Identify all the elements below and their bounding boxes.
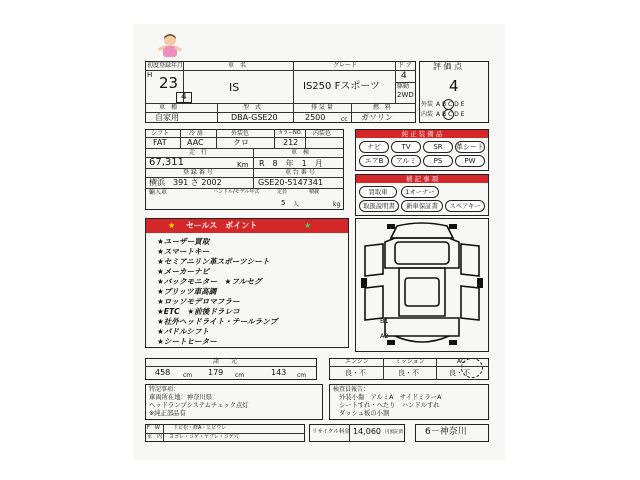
reg-year: 23	[159, 74, 179, 92]
km-unit: Km	[237, 161, 249, 169]
fw-values: ドビ松・修A・ヒビワレ	[173, 425, 227, 431]
interior-color-label: 内装色	[313, 130, 332, 137]
capacity-unit: 人	[293, 201, 300, 208]
model-label: 型 式	[243, 104, 262, 111]
shift-label: シフト	[151, 130, 170, 137]
equipment-item: アルミ	[391, 155, 421, 167]
model: DBA-GSE20	[231, 113, 278, 122]
condition-ac-label: AC	[457, 358, 466, 365]
equipment-item: SR	[423, 141, 453, 153]
grade: IS250 Fスポーツ	[303, 81, 380, 92]
engine-label: エンジン	[345, 358, 369, 365]
width: 179	[208, 368, 224, 377]
inspection-label: 車 検	[291, 149, 310, 156]
sales-point: ★社外ヘッドライト・テールランプ	[157, 317, 278, 326]
engine-value: 良・不	[345, 369, 366, 377]
record-item: スペアキー	[445, 200, 485, 212]
mileage: 67,311	[149, 157, 184, 168]
sales-point: ★ETC ★前後ドラレコ	[157, 307, 240, 316]
record-item: 取扱説明書	[359, 200, 399, 212]
grade-label: グレード	[333, 62, 358, 69]
width-unit: cm	[235, 372, 245, 379]
record-item: 1オーナー	[401, 186, 439, 198]
equipment-title: 純 正 装 備 品	[356, 130, 488, 138]
mission-label: ミッション	[395, 358, 425, 365]
displacement: 2500	[305, 113, 326, 122]
inspector-line-1: 外装小傷 アルミA サイドミラーA	[339, 394, 442, 401]
special-line-3: ※純正部品有	[149, 410, 186, 417]
plate-label: 登 録 番 号	[183, 169, 213, 176]
special-line-1: 車両所在地：神奈川県	[149, 394, 212, 401]
venue: 6－神奈川	[425, 427, 467, 437]
color: クロ	[233, 138, 249, 147]
car-diagram	[355, 218, 489, 352]
fuel-label: 燃 料	[373, 104, 392, 111]
equipment-item: PW	[455, 155, 485, 167]
equipment-item: エアB	[359, 155, 389, 167]
equipment-item: PS	[423, 155, 453, 167]
mascot-icon	[157, 32, 183, 60]
drive: 2WD	[397, 91, 414, 99]
sales-point: ★メーカーナビ	[157, 267, 210, 276]
car-name-label: 車 名	[228, 62, 247, 69]
sales-star-right-icon: ★	[304, 221, 312, 230]
sales-point: ★ユーザー買取	[157, 237, 210, 246]
sales-title-bar	[146, 219, 348, 233]
mileage-label: 走 行	[189, 149, 208, 156]
cc-unit: cc	[341, 116, 348, 123]
damage-mark-a2: A2	[380, 332, 389, 340]
shift: FAT	[153, 138, 167, 147]
length-unit: cm	[183, 372, 193, 379]
handle-label: ハンドル/モデル年式	[213, 189, 260, 195]
inspector-line-3: ダッシュ板の小割	[339, 410, 390, 417]
type: 自家用	[155, 113, 179, 122]
exterior-label: 外装	[421, 101, 434, 108]
ac-label: 冷 房	[189, 130, 203, 137]
recycle-fee: 14,060	[353, 427, 381, 436]
chassis-label: 車 台 番 号	[285, 169, 315, 176]
reg-month: 4	[181, 92, 187, 102]
length: 458	[155, 368, 171, 377]
sales-point: ★ブリッツ車高調	[157, 287, 217, 296]
records-title: 補 記 事 項	[356, 175, 488, 183]
color-label: 外装色	[231, 130, 250, 137]
sales-point: ★ロッソモデロマフラー	[157, 297, 240, 306]
color-no-label: カラーNO.	[278, 130, 303, 136]
door-label: ド ア	[398, 62, 412, 69]
fuel: ガソリン	[361, 113, 393, 122]
displacement-label: 排 気 量	[311, 104, 333, 111]
inspection: R 8 年 1 月	[259, 159, 323, 168]
doors: 4	[401, 71, 407, 81]
dimensions-label: 諸 元	[213, 358, 238, 365]
chassis: GSE20-5147341	[258, 178, 324, 187]
capacity-label: 定員	[277, 189, 288, 195]
sales-point: ★シートヒーター	[157, 337, 217, 346]
recycle-note: 円預託済	[385, 430, 403, 435]
equipment-item: TV	[391, 141, 421, 153]
type-label: 車 種	[159, 104, 178, 111]
import-label: 輸入車	[149, 189, 168, 196]
sales-point: ★セミアニリン革スポーツシート	[157, 257, 270, 266]
damage-mark-b1: B1	[380, 317, 389, 325]
recycle-label: リサイクル料金	[312, 429, 350, 435]
interior-label: 内装	[421, 111, 434, 118]
exterior-grades: A B C D E	[436, 101, 465, 108]
sales-point: ★スマートキー	[157, 247, 210, 256]
plate: 横浜 391 さ 2002	[149, 178, 222, 187]
record-item: 買取車	[359, 186, 397, 198]
inspector-line-2: シートすれ・へたり ハンドルすれ	[339, 402, 440, 409]
rear-label: 室 内	[147, 434, 163, 440]
special-label: 特記事項：	[149, 386, 180, 393]
drive-label: 駆動	[397, 83, 410, 90]
inspector-label: 検査員報告：	[333, 386, 370, 393]
fw-label: F W	[147, 425, 160, 431]
load-unit: kg	[333, 201, 341, 208]
load-label: 積載	[309, 189, 320, 195]
equipment-item: ナビ	[359, 141, 389, 153]
score-label: 評 価 点	[433, 62, 463, 71]
height-unit: cm	[297, 372, 307, 379]
sales-star-left-icon: ★	[168, 221, 176, 230]
condition-ac-value: 良・不	[449, 369, 470, 377]
sales-point: ★バックモニター ★フルセグ	[157, 277, 262, 286]
sales-title: セールス ポイント	[186, 221, 258, 230]
mission-value: 良・不	[398, 369, 419, 377]
auction-sheet	[133, 24, 505, 460]
equipment-item: 革シート	[456, 143, 484, 151]
record-item: 新車保証書	[401, 200, 443, 212]
sales-point: ★パドルシフト	[157, 327, 210, 336]
first-reg-label: 初度登録年月	[147, 62, 184, 69]
rear-values: ヨゴレ・コゲ・ヤブレ・コゲ穴	[169, 434, 239, 440]
car-name: IS	[229, 81, 240, 94]
special-line-2: ヘッドランプシステムチェック点灯	[149, 402, 249, 409]
height: 143	[271, 368, 287, 377]
color-no: 212	[283, 138, 299, 147]
ac: AAC	[187, 138, 204, 147]
score: 4	[449, 77, 459, 95]
capacity: 5	[281, 199, 286, 207]
era: H	[147, 71, 153, 79]
interior-grades: A B C D E	[436, 111, 465, 118]
